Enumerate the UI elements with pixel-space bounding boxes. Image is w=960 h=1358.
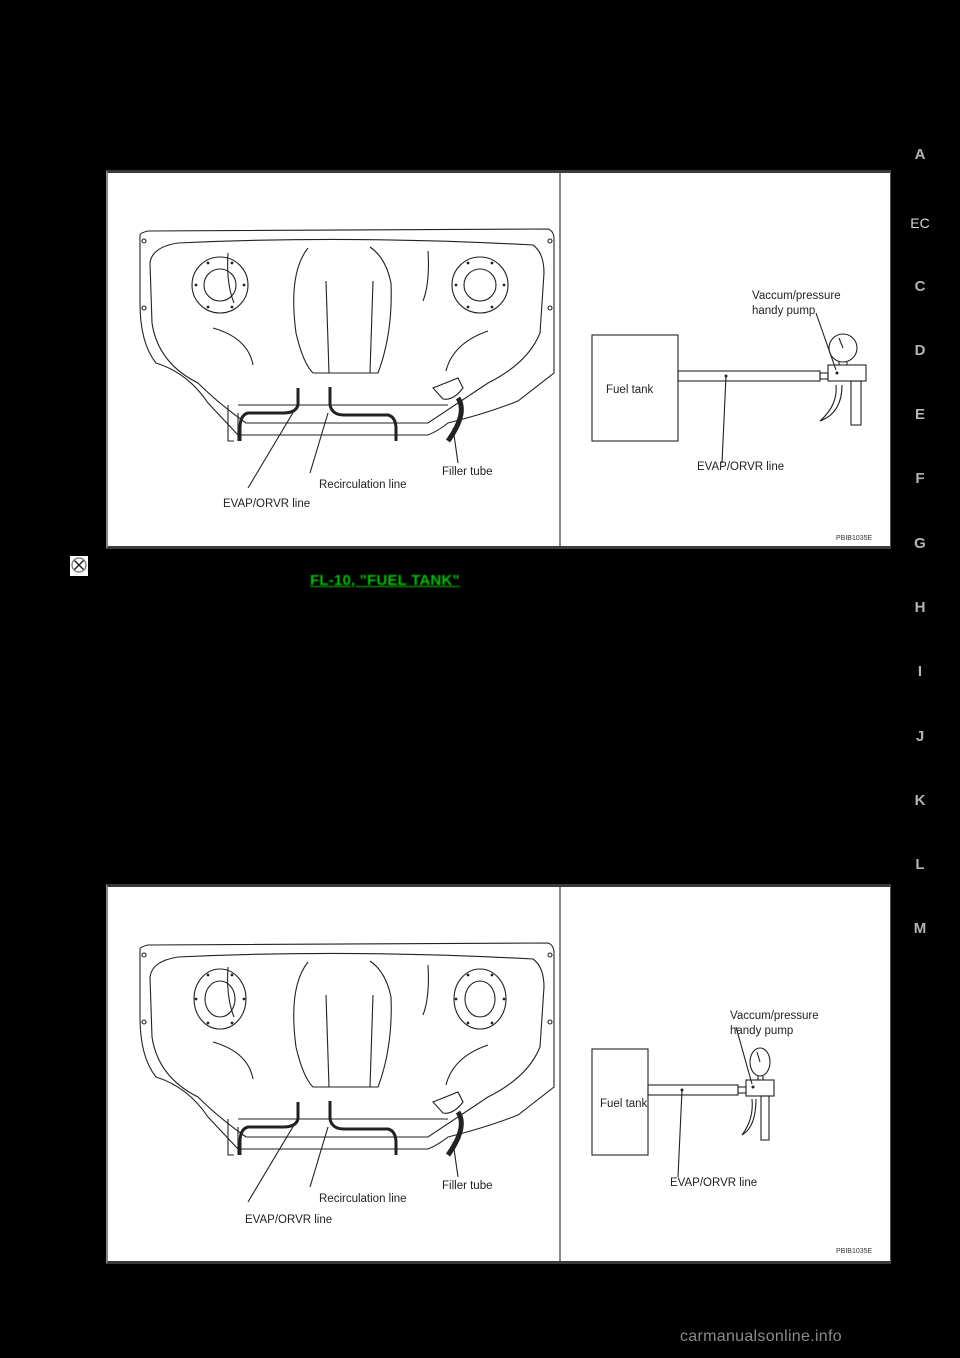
label-pump-line1: Vaccum/pressure <box>752 290 841 302</box>
label-filler-tube: Filler tube <box>442 466 493 478</box>
note-icon <box>70 556 88 576</box>
section-index <box>900 0 940 1358</box>
index-letter-l[interactable]: L <box>915 856 925 873</box>
fuel-tank-diagram <box>108 173 890 546</box>
figure-code: PBIB1035E <box>836 1248 873 1255</box>
index-letter-k[interactable]: K <box>914 792 926 809</box>
index-letter-m[interactable]: M <box>913 920 927 937</box>
label-pump-line2: handy pump <box>752 305 816 317</box>
figure-fuel-tank-evap-1 <box>106 170 891 549</box>
label-evap-orvr-line: EVAP/ORVR line <box>245 1214 333 1226</box>
index-letter-f[interactable]: F <box>915 470 925 487</box>
label-evap-orvr-line-right: EVAP/ORVR line <box>697 461 785 473</box>
label-evap-orvr-line: EVAP/ORVR line <box>223 498 311 510</box>
label-evap-orvr-line-right: EVAP/ORVR line <box>670 1177 758 1189</box>
index-letter-g[interactable]: G <box>914 535 926 552</box>
label-recirculation-line: Recirculation line <box>319 479 407 491</box>
label-filler-tube: Filler tube <box>442 1180 493 1192</box>
index-letter-c[interactable]: C <box>914 278 926 295</box>
reference-link-fuel-tank[interactable]: FL-10, "FUEL TANK" <box>310 572 460 589</box>
label-pump-line2: handy pump <box>730 1025 794 1037</box>
label-fuel-tank: Fuel tank <box>600 1098 648 1110</box>
fuel-tank-diagram <box>108 887 890 1261</box>
label-fuel-tank: Fuel tank <box>606 384 654 396</box>
figure-fuel-tank-evap-2 <box>106 884 891 1264</box>
index-letter-h[interactable]: H <box>914 599 926 616</box>
index-letter-j[interactable]: J <box>915 728 925 745</box>
figure-code: PBIB1035E <box>836 535 873 542</box>
index-letter-d[interactable]: D <box>914 342 926 359</box>
watermark: carmanualsonline.info <box>680 1328 842 1345</box>
index-letter-ec[interactable]: EC <box>910 215 930 231</box>
label-pump-line1: Vaccum/pressure <box>730 1010 819 1022</box>
index-letter-i[interactable]: I <box>917 663 923 680</box>
label-recirculation-line: Recirculation line <box>319 1193 407 1205</box>
index-letter-a[interactable]: A <box>914 146 926 163</box>
index-letter-e[interactable]: E <box>914 406 925 423</box>
